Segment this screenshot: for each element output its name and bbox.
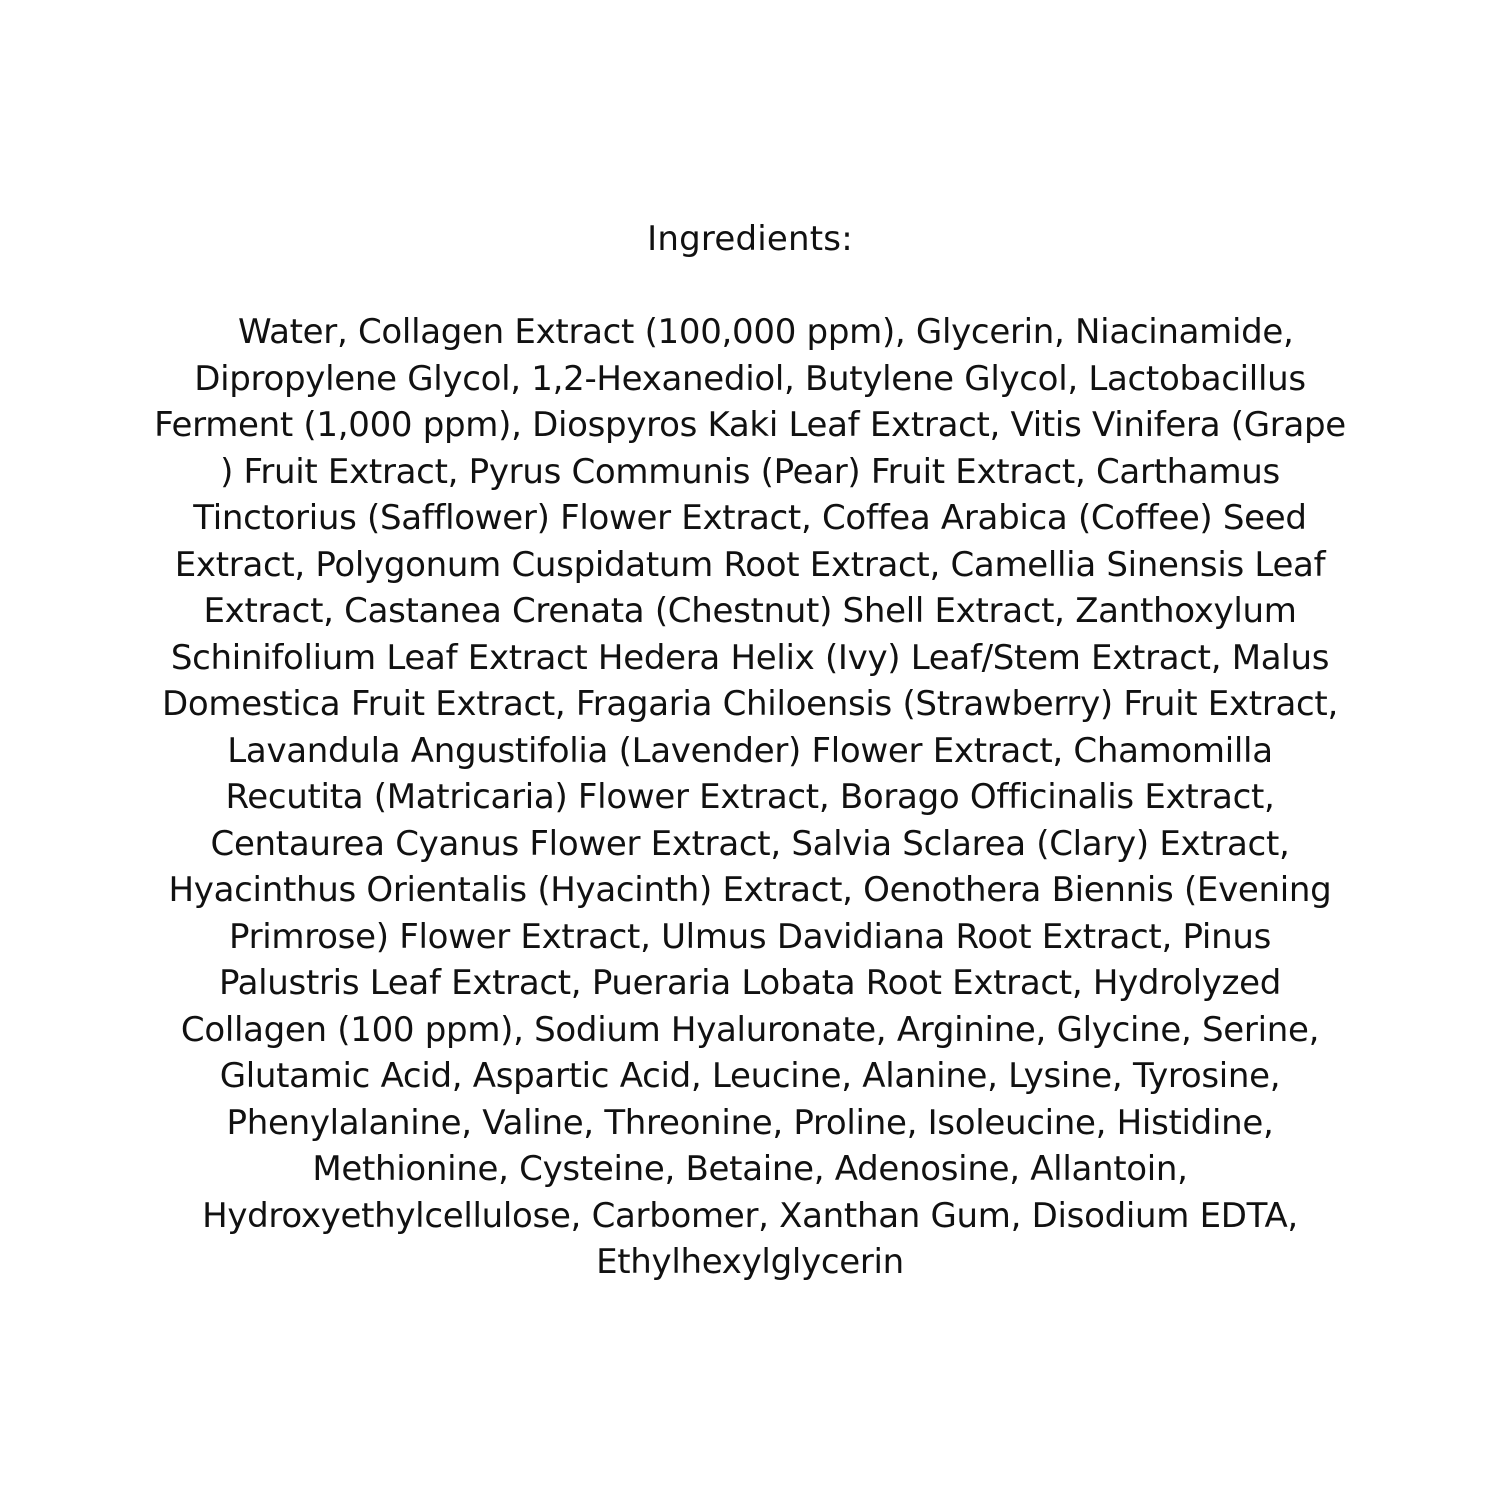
- ingredient-line: Palustris Leaf Extract, Pueraria Lobata Root Extract, Hydrolyzed: [218, 963, 1282, 1003]
- ingredient-line: Dipropylene Glycol, 1,2-Hexanediol, Butylene Glycol, Lactobacillus: [194, 358, 1306, 399]
- ingredient-line: Hyacinthus Orientalis (Hyacinth) Extract, Oenothera Biennis (Evening: [168, 870, 1332, 910]
- ingredient-line: Primrose) Flower Extract, Ulmus Davidiana Root Extract, Pinus: [229, 916, 1271, 957]
- ingredient-line: Extract, Castanea Crenata (Chestnut) Shell Extract, Zanthoxylum: [203, 591, 1297, 631]
- ingredient-text-block: [0, 309, 1500, 1286]
- ingredient-line: Glutamic Acid, Aspartic Acid, Leucine, Alanine, Lysine, Tyrosine,: [219, 1056, 1281, 1096]
- ingredient-line: Water, Collagen Extract (100,000 ppm), Glycerin, Niacinamide,: [206, 312, 1294, 352]
- ingredient-line: Extract, Polygonum Cuspidatum Root Extract, Camellia Sinensis Leaf: [174, 544, 1326, 585]
- ingredient-line: Methionine, Cysteine, Betaine, Adenosine, Allantoin,: [312, 1149, 1188, 1189]
- ingredient-line: Centaurea Cyanus Flower Extract, Salvia Sclarea (Clary) Extract,: [210, 823, 1290, 864]
- ingredient-line: Hydroxyethylcellulose, Carbomer, Xanthan Gum, Disodium EDTA,: [202, 1195, 1298, 1236]
- ingredient-line: Phenylalanine, Valine, Threonine, Proline, Isoleucine, Histidine,: [226, 1102, 1274, 1143]
- ingredient-line: Lavandula Angustifolia (Lavender) Flower Extract, Chamomilla: [227, 730, 1273, 771]
- ingredient-line: Recutita (Matricaria) Flower Extract, Borago Officinalis Extract,: [225, 777, 1275, 817]
- ingredient-line: Ferment (1,000 ppm), Diospyros Kaki Leaf Extract, Vitis Vinifera (Grape: [154, 405, 1346, 445]
- ingredient-line: Ethylhexylglycerin: [596, 1242, 904, 1282]
- ingredients-heading: Ingredients:: [647, 219, 853, 259]
- ingredient-line: Collagen (100 ppm), Sodium Hyaluronate, Arginine, Glycine, Serine,: [180, 1009, 1320, 1050]
- ingredient-line: Tinctorius (Safflower) Flower Extract, Coffea Arabica (Coffee) Seed: [193, 498, 1307, 538]
- ingredient-line: Domestica Fruit Extract, Fragaria Chiloensis (Strawberry) Fruit Extract,: [162, 684, 1338, 724]
- ingredient-line: Schinifolium Leaf Extract Hedera Helix (Ivy) Leaf/Stem Extract, Malus: [170, 637, 1330, 678]
- ingredient-line: ) Fruit Extract, Pyrus Communis (Pear) Fruit Extract, Carthamus: [220, 451, 1280, 492]
